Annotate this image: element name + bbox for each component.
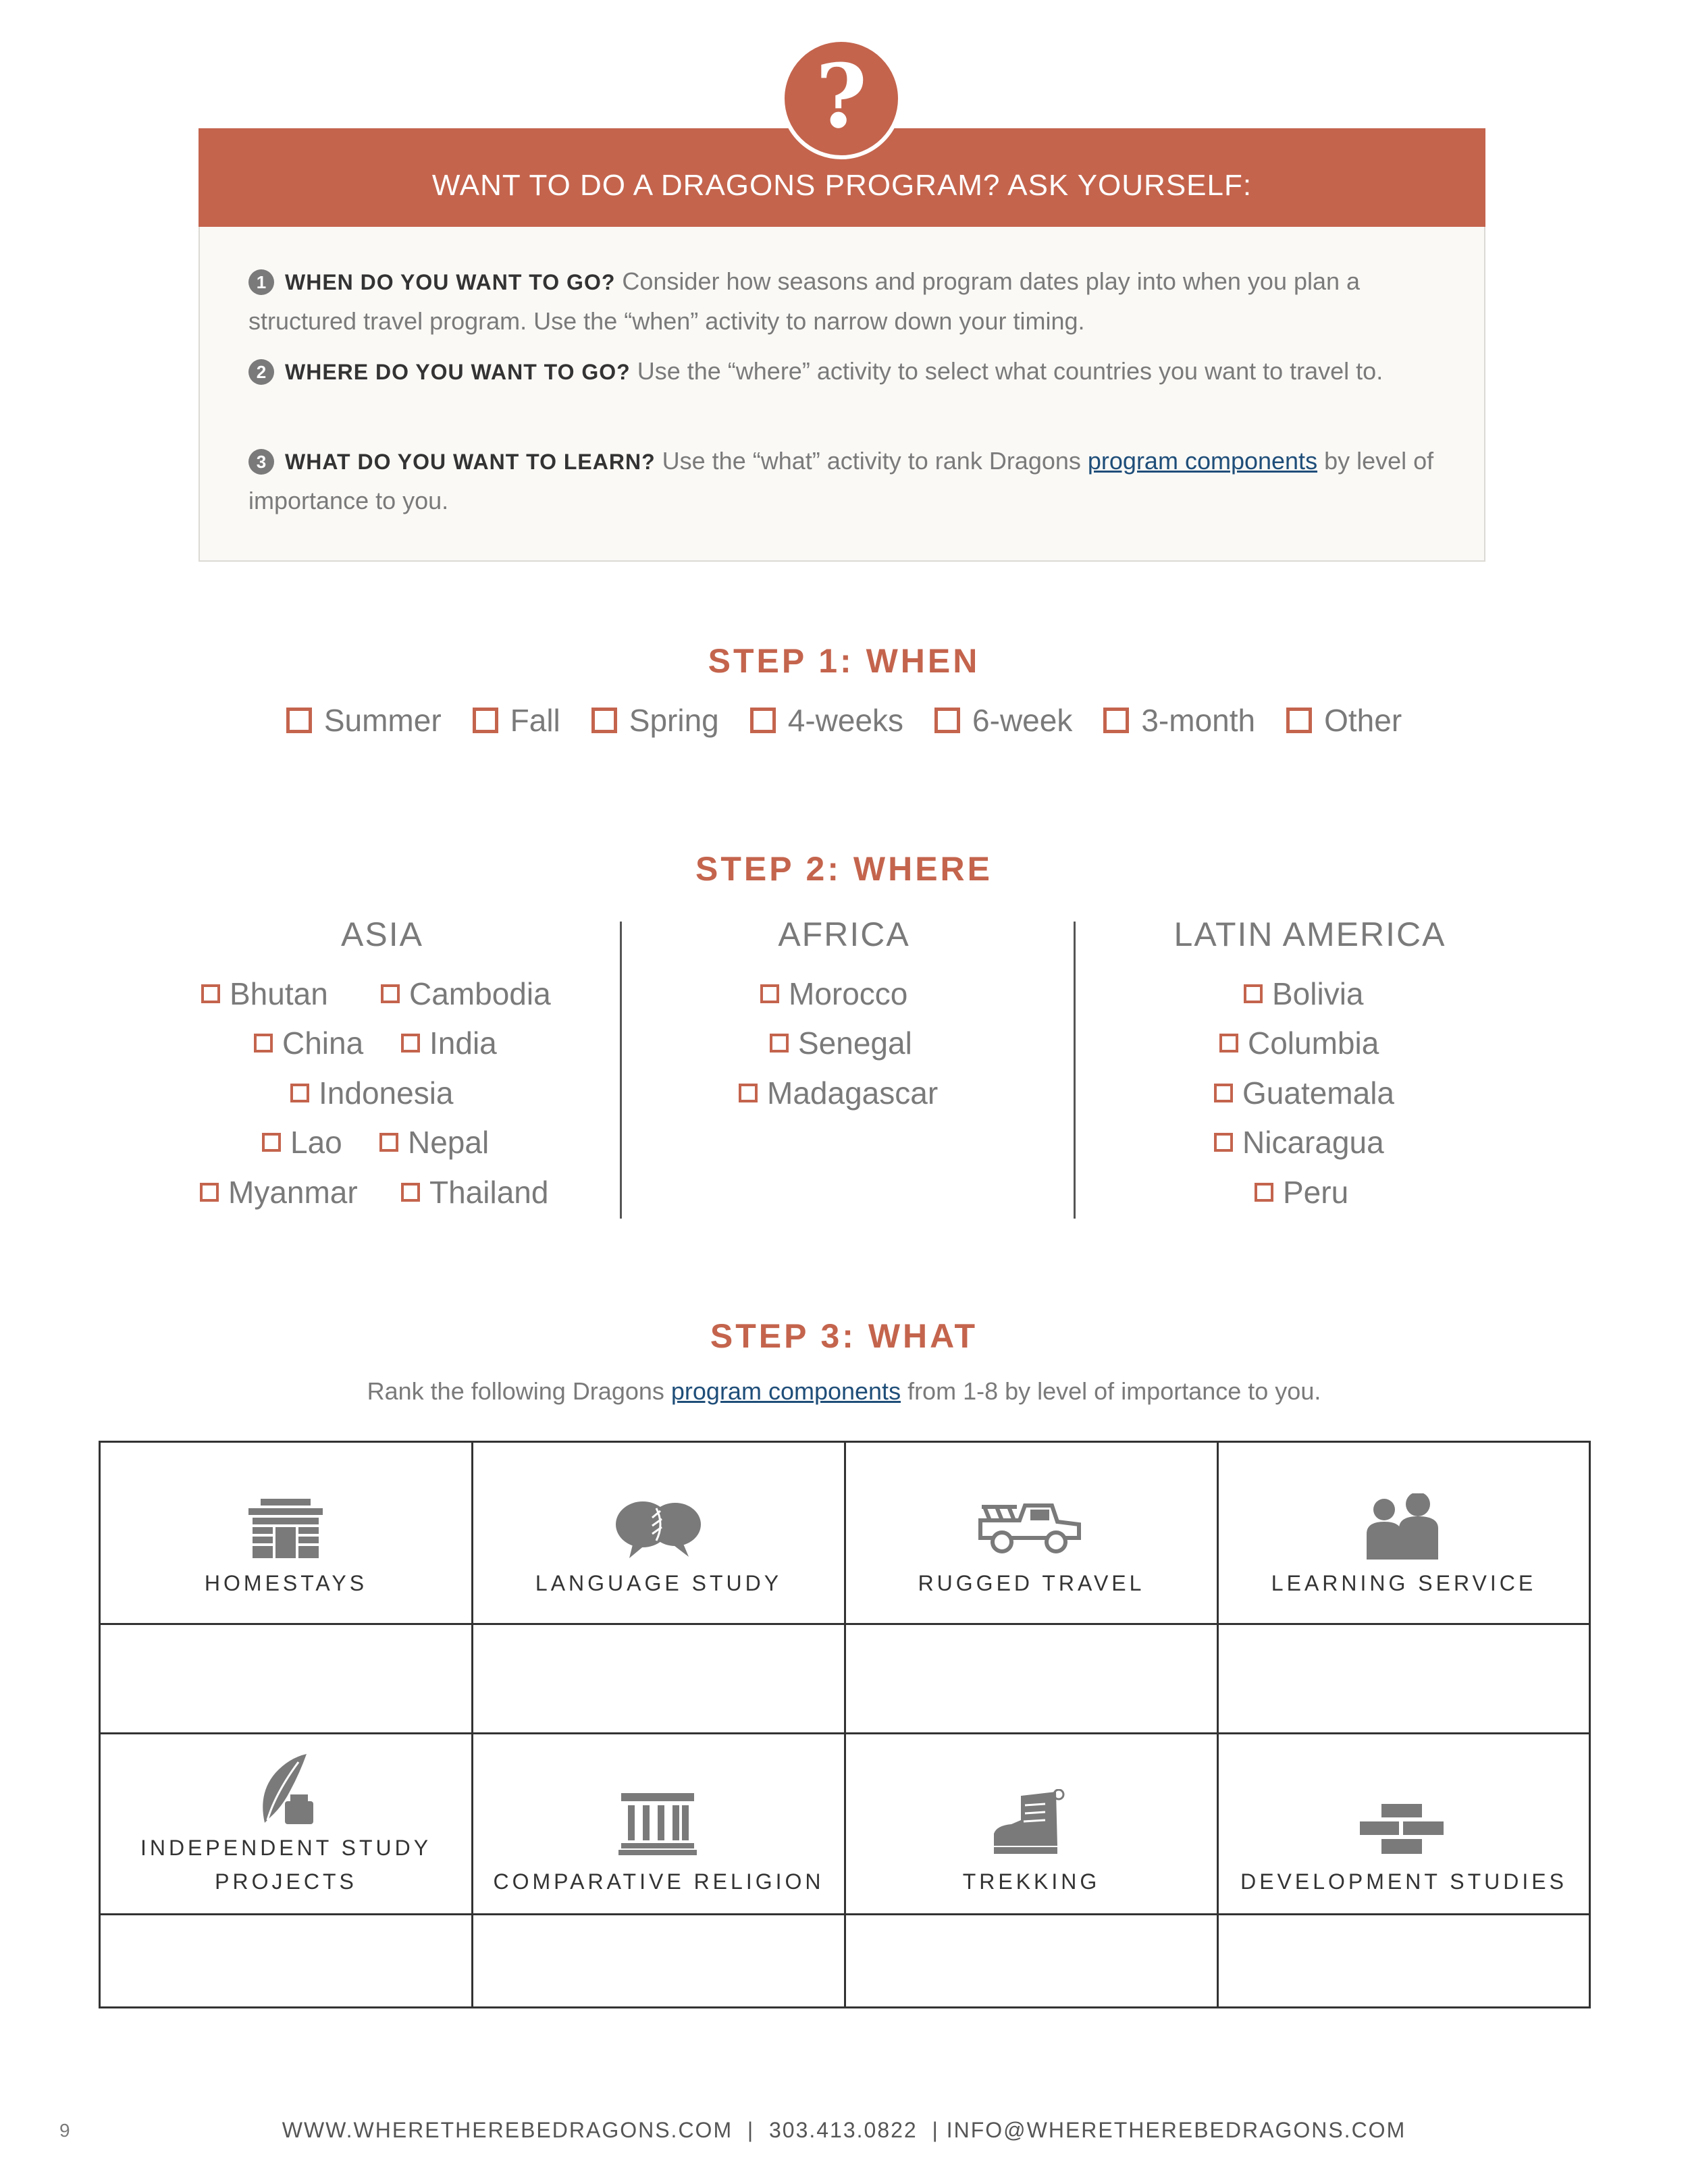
table-border [1589, 1441, 1591, 2008]
country-nicaragua[interactable] [1214, 1124, 1384, 1161]
question-mark-icon: ? [815, 45, 868, 148]
country-madagascar[interactable] [739, 1075, 938, 1111]
region-africa: AFRICA [778, 915, 910, 953]
rank-cell-comparative-religion[interactable] [473, 1915, 844, 2006]
region-latin-america: LATIN AMERICA [1173, 915, 1446, 953]
checkbox[interactable] [1255, 1183, 1273, 1202]
country-columbia[interactable] [1219, 1025, 1379, 1061]
country-myanmar[interactable] [200, 1174, 358, 1210]
option-spring[interactable] [591, 702, 719, 739]
country-label: Myanmar [228, 1175, 358, 1210]
checkbox[interactable] [760, 984, 779, 1003]
when-options [0, 702, 1688, 739]
rank-instructions [0, 1377, 1688, 1406]
country-china[interactable] [254, 1025, 363, 1061]
checkbox[interactable] [254, 1034, 273, 1053]
checkbox[interactable] [1214, 1084, 1233, 1102]
component-label: RUGGED TRAVEL [918, 1571, 1145, 1595]
component-label: COMPARATIVE RELIGION [493, 1869, 824, 1894]
checkbox[interactable] [201, 984, 220, 1003]
speech-bubbles-icon [614, 1499, 702, 1560]
country-label: Lao [290, 1125, 342, 1160]
country-bhutan[interactable] [201, 976, 328, 1012]
number-badge: 1 [248, 269, 274, 295]
program-components-link[interactable]: program components [1087, 447, 1318, 475]
rank-cell-language-study[interactable] [473, 1625, 844, 1732]
option-summer[interactable] [286, 702, 442, 739]
checkbox[interactable] [1219, 1034, 1238, 1053]
component-label: LANGUAGE STUDY [535, 1571, 783, 1595]
checkbox[interactable] [1103, 708, 1129, 733]
country-label: Madagascar [767, 1075, 939, 1111]
option-6-week[interactable] [934, 702, 1072, 739]
country-guatemala[interactable] [1214, 1075, 1394, 1111]
country-label: Nicaragua [1242, 1125, 1384, 1160]
rank-text-before: Rank the following Dragons [367, 1377, 671, 1405]
rank-cell-rugged-travel[interactable] [846, 1625, 1217, 1732]
country-label: Guatemala [1242, 1075, 1395, 1111]
number-badge: 2 [248, 359, 274, 385]
rank-text-after: from 1-8 by level of importance to you. [901, 1377, 1321, 1405]
country-morocco[interactable] [760, 976, 907, 1012]
checkbox[interactable] [401, 1034, 420, 1053]
country-label: Bhutan [230, 976, 328, 1011]
quill-inkwell-icon [255, 1753, 316, 1827]
question-text: Consider how seasons and program dates play into when you plan a structured travel program. Use the “when” activity to narrow down your timing. [248, 267, 1361, 335]
page-number: 9 [59, 2120, 70, 2141]
checkbox[interactable] [401, 1183, 420, 1202]
question-text: Use the “where” activity to select what countries you want to travel to. [630, 357, 1383, 385]
country-peru[interactable] [1255, 1174, 1348, 1210]
country-label: Nepal [408, 1125, 490, 1160]
checkbox[interactable] [770, 1034, 789, 1053]
column-divider [620, 922, 622, 1219]
country-label: China [282, 1026, 364, 1061]
option-other[interactable] [1286, 702, 1402, 739]
country-senegal[interactable] [770, 1025, 912, 1061]
option-label: Summer [323, 703, 442, 738]
question-lead: WHAT DO YOU WANT TO LEARN? [285, 450, 656, 474]
question-what [248, 442, 1437, 520]
checkbox[interactable] [591, 708, 617, 733]
region-asia: ASIA [341, 915, 423, 953]
checkbox[interactable] [381, 984, 400, 1003]
component-label: DEVELOPMENT STUDIES [1240, 1869, 1567, 1894]
rank-cell-development-studies[interactable] [1219, 1915, 1589, 2006]
question-text-after: by level of importance to you. [248, 447, 1434, 514]
option-4-weeks[interactable] [750, 702, 903, 739]
jeep-icon [976, 1500, 1084, 1557]
country-label: Cambodia [409, 976, 551, 1011]
banner-title: WANT TO DO A DRAGONS PROGRAM? ASK YOURSELF: [431, 169, 1252, 202]
component-label-line2: PROJECTS [215, 1869, 357, 1894]
rank-cell-independent-study[interactable] [101, 1915, 471, 2006]
step1-title: STEP 1: WHEN [708, 642, 980, 680]
option-label: 6-week [972, 703, 1073, 738]
country-nepal[interactable] [379, 1124, 489, 1161]
checkbox[interactable] [739, 1084, 758, 1102]
country-label: India [429, 1026, 497, 1061]
country-label: Columbia [1248, 1026, 1379, 1061]
rank-cell-homestays[interactable] [101, 1625, 471, 1732]
people-icon [1364, 1493, 1441, 1561]
option-3-month[interactable] [1103, 702, 1255, 739]
option-label: 3-month [1141, 703, 1256, 738]
component-label: HOMESTAYS [204, 1571, 368, 1595]
country-indonesia[interactable] [290, 1075, 454, 1111]
country-label: Morocco [789, 976, 908, 1011]
country-label: Bolivia [1272, 976, 1364, 1011]
checkbox[interactable] [1214, 1133, 1233, 1152]
checkbox[interactable] [200, 1183, 219, 1202]
question-when [248, 262, 1437, 340]
country-label: Peru [1283, 1175, 1349, 1210]
checkbox[interactable] [290, 1084, 309, 1102]
hiking-boot-icon [991, 1789, 1067, 1857]
checkbox[interactable] [1286, 708, 1312, 733]
rank-cell-trekking[interactable] [846, 1915, 1217, 2006]
checkbox[interactable] [286, 708, 312, 733]
step3-title: STEP 3: WHAT [710, 1317, 978, 1355]
question-where [248, 352, 1437, 392]
checkbox[interactable] [750, 708, 776, 733]
question-lead: WHERE DO YOU WANT TO GO? [285, 360, 631, 384]
checkbox[interactable] [379, 1133, 398, 1152]
country-label: Thailand [429, 1175, 549, 1210]
option-fall[interactable] [473, 702, 560, 739]
country-label: Indonesia [319, 1075, 454, 1111]
country-lao[interactable] [262, 1124, 342, 1161]
temple-columns-icon [618, 1793, 697, 1855]
column-divider [1074, 922, 1076, 1219]
checkbox[interactable] [934, 708, 960, 733]
question-lead: WHEN DO YOU WANT TO GO? [285, 270, 616, 294]
country-cambodia[interactable] [381, 976, 551, 1012]
step2-title: STEP 2: WHERE [695, 850, 993, 888]
rank-cell-learning-service[interactable] [1219, 1625, 1589, 1732]
checkbox[interactable] [473, 708, 498, 733]
option-label: Other [1324, 703, 1402, 738]
option-label: Spring [629, 703, 719, 738]
checkbox[interactable] [262, 1133, 281, 1152]
country-label: Senegal [798, 1026, 912, 1061]
country-bolivia[interactable] [1244, 976, 1364, 1012]
component-label: TREKKING [962, 1869, 1101, 1894]
option-label: 4-weeks [787, 703, 904, 738]
program-components-link[interactable]: program components [670, 1377, 901, 1405]
footer-contact: WWW.WHERETHEREBEDRAGONS.COM | 303.413.0822 | INFO@WHERETHEREBEDRAGONS.COM [282, 2118, 1406, 2142]
homestay-building-icon [247, 1499, 324, 1560]
component-label-line1: INDEPENDENT STUDY [140, 1836, 432, 1860]
bricks-icon [1360, 1804, 1444, 1855]
question-mark-badge [781, 38, 902, 159]
number-badge: 3 [248, 449, 274, 475]
question-text: Use the “what” activity to rank Dragons [655, 447, 1088, 475]
checkbox[interactable] [1244, 984, 1263, 1003]
country-india[interactable] [401, 1025, 497, 1061]
country-thailand[interactable] [401, 1174, 548, 1210]
component-label: LEARNING SERVICE [1271, 1571, 1537, 1595]
component-label [101, 1831, 471, 1898]
questions-box [199, 227, 1485, 562]
option-label: Fall [510, 703, 560, 738]
